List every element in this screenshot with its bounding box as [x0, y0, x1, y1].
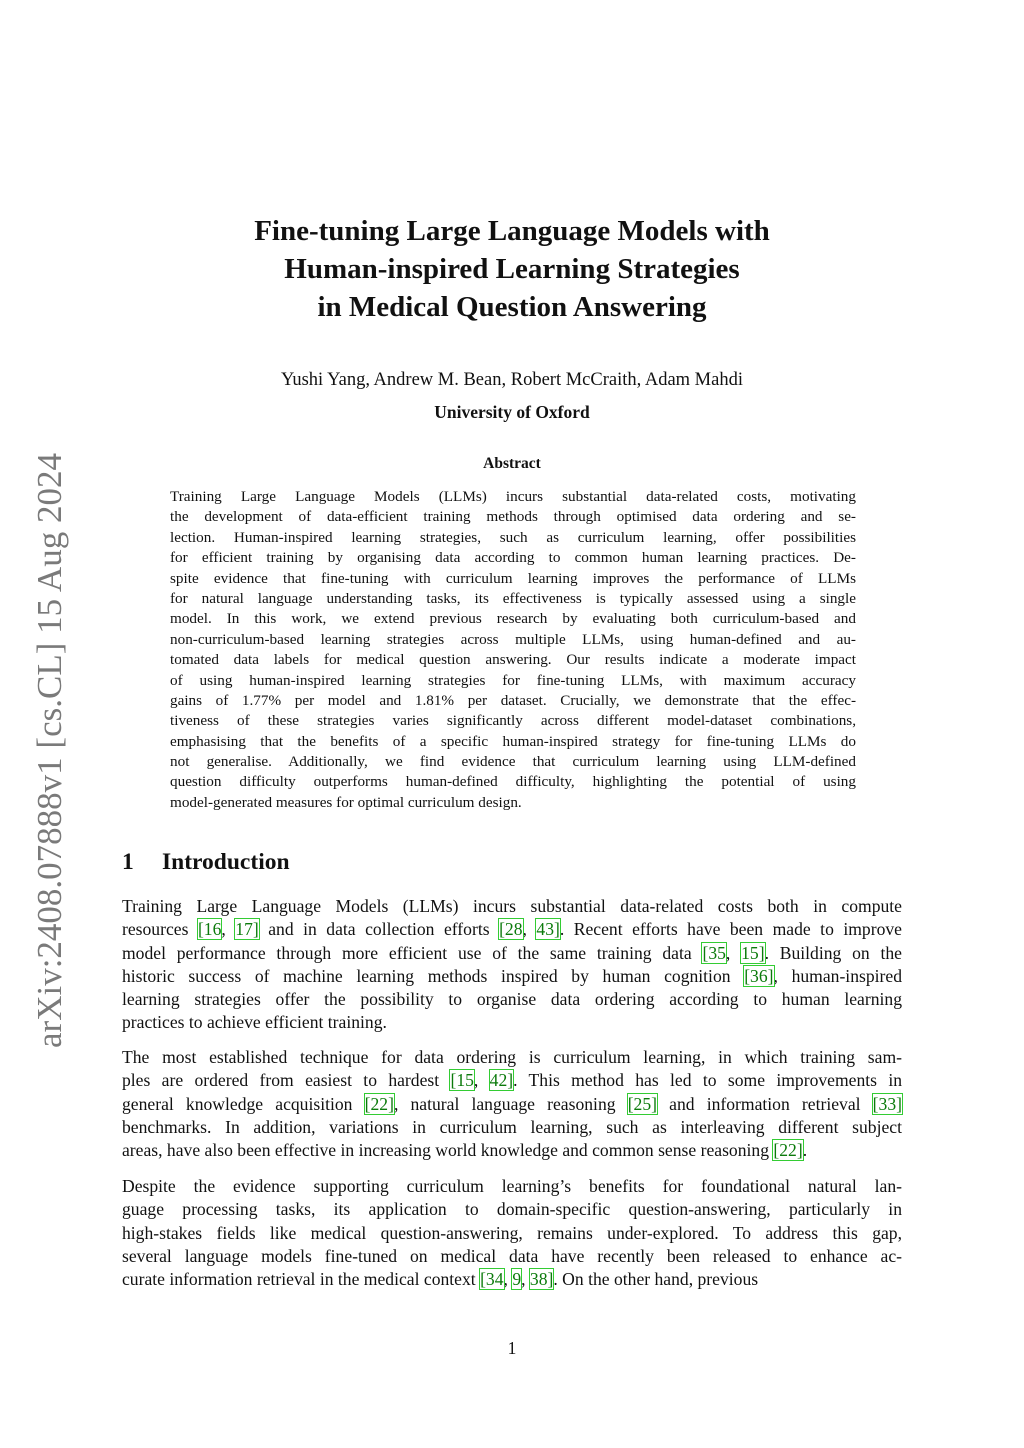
body-text: . — [802, 1140, 808, 1161]
paragraph-line — [122, 942, 902, 965]
abstract-line: spite evidence that fine-tuning with curriculum learning improves the performance of LLMs — [170, 569, 856, 587]
citation-link[interactable]: [34 — [480, 1269, 504, 1290]
section-heading — [122, 847, 290, 877]
body-text: The most established technique for data ordering is curriculum learning, in which training sam- — [122, 1047, 902, 1067]
body-text: , — [221, 919, 236, 940]
paragraph-line — [122, 988, 902, 1011]
body-text: general knowledge acquisition — [122, 1093, 365, 1114]
citation-link[interactable]: [33] — [872, 1093, 902, 1114]
body-text: historic success of machine learning methods inspired by human cognition — [122, 965, 745, 986]
paragraph-line — [122, 1093, 902, 1116]
abstract-line: non-curriculum-based learning strategies across multiple LLMs, using human-defined and au- — [170, 630, 856, 648]
citation-link[interactable]: [15 — [450, 1070, 474, 1091]
paragraph-line — [122, 965, 902, 988]
body-text: . Recent efforts have been made to improve — [559, 919, 902, 940]
intro-paragraph-2 — [122, 1046, 902, 1162]
abstract-line: model-generated measures for optimal curriculum design. — [170, 793, 522, 811]
abstract-line: question difficulty outperforms human-defined difficulty, highlighting the potential of using — [170, 773, 856, 791]
paper-title — [122, 212, 902, 326]
body-text: resources — [122, 919, 198, 940]
intro-paragraph-3 — [122, 1175, 902, 1291]
body-text: guage processing tasks, its application to domain-specific question-answering, particularly in — [122, 1199, 902, 1220]
abstract-line: of using human-inspired learning strategies for fine-tuning LLMs, with maximum accuracy — [170, 671, 856, 689]
paragraph-line — [122, 895, 902, 918]
paragraph-line — [122, 1222, 902, 1245]
citation-link[interactable]: 38] — [529, 1269, 554, 1290]
abstract-line: tomated data labels for medical question answering. Our results indicate a moderate impact — [170, 651, 856, 669]
paragraph-line — [122, 1245, 902, 1268]
abstract-line: tiveness of these strategies varies significantly across different model-dataset combinations, — [170, 712, 856, 730]
abstract-line: for natural language understanding tasks, its effectiveness is typically assessed using a single — [170, 589, 856, 607]
citation-link[interactable]: [35 — [702, 942, 726, 963]
title-line-1: Fine-tuning Large Language Models with — [254, 215, 770, 247]
author-list: Yushi Yang, Andrew M. Bean, Robert McCraith, Adam Mahdi — [281, 370, 743, 390]
body-text: areas, have also been effective in increasing world knowledge and common sense reasoning — [122, 1140, 774, 1161]
body-text: , — [725, 942, 742, 963]
abstract-line: emphasising that the benefits of a specific human-inspired strategy for fine-tuning LLMs do — [170, 732, 856, 750]
body-text: . This method has led to some improvements in — [513, 1070, 903, 1091]
intro-paragraph-1 — [122, 895, 902, 1035]
title-line-3: in Medical Question Answering — [317, 291, 707, 323]
body-text: , human-inspired — [773, 965, 902, 986]
abstract-line: the development of data-efficient training methods through optimised data ordering and se- — [170, 508, 856, 526]
body-text: learning strategies offer the possibility to organise data ordering according to human learning — [122, 989, 902, 1010]
citation-link[interactable]: 42] — [489, 1070, 514, 1091]
page-number: 1 — [507, 1338, 517, 1358]
body-text: , — [522, 919, 537, 940]
body-text: benchmarks. In addition, variations in curriculum learning, such as interleaving different subject — [122, 1116, 902, 1137]
paragraph-line — [122, 1175, 902, 1198]
paragraph-line — [122, 1198, 902, 1221]
citation-link[interactable]: 15] — [741, 942, 765, 963]
body-text: , natural language reasoning — [393, 1093, 628, 1114]
body-text: several language models fine-tuned on medical data have recently been released to enhance ac- — [122, 1245, 902, 1266]
affiliation: University of Oxford — [434, 402, 590, 422]
body-text: Despite the evidence supporting curriculum learning’s benefits for foundational natural lan- — [122, 1176, 902, 1196]
citation-link[interactable]: 43] — [536, 919, 560, 940]
citation-link[interactable]: [28 — [499, 919, 523, 940]
body-text: high-stakes fields like medical question-answering, remains under-explored. To address this gap, — [122, 1222, 902, 1243]
arxiv-identifier: arXiv:2408.07888v1 [cs.CL] 15 Aug 2024 — [30, 453, 69, 1048]
body-text: , — [473, 1070, 490, 1091]
abstract-body — [170, 487, 856, 813]
section-title: Introduction — [162, 849, 290, 875]
body-text: ples are ordered from easiest to hardest — [122, 1070, 451, 1091]
abstract-line: gains of 1.77% per model and 1.81% per dataset. Crucially, we demonstrate that the effec- — [170, 691, 856, 709]
paragraph-line — [122, 1046, 902, 1069]
body-text: and in data collection efforts — [258, 919, 500, 940]
citation-link[interactable]: [22] — [364, 1093, 394, 1114]
body-text: Training Large Language Models (LLMs) incurs substantial data-related costs both in compute — [122, 896, 902, 916]
abstract-line: lection. Human-inspired learning strategies, such as curriculum learning, offer possibilities — [170, 528, 856, 546]
body-text: . On the other hand, previous — [553, 1269, 759, 1290]
body-text: and information retrieval — [657, 1093, 873, 1114]
paragraph-line — [122, 1116, 902, 1139]
abstract-line: Training Large Language Models (LLMs) incurs substantial data-related costs, motivating — [170, 488, 856, 505]
paragraph-line — [122, 1268, 902, 1291]
section-number: 1 — [122, 849, 134, 875]
paragraph-line — [122, 1069, 902, 1092]
body-text: , — [521, 1269, 530, 1290]
citation-link[interactable]: [16 — [197, 919, 222, 940]
abstract-heading: Abstract — [483, 455, 541, 472]
abstract-line: for efficient training by organising data according to common human learning practices. De- — [170, 549, 856, 567]
body-text: curate information retrieval in the medical context — [122, 1269, 481, 1290]
abstract-line: not generalise. Additionally, we find evidence that curriculum learning using LLM-defined — [170, 753, 856, 771]
citation-link[interactable]: 9 — [512, 1269, 522, 1290]
body-text: model performance through more efficient use of the same training data — [122, 942, 703, 963]
citation-link[interactable]: 17] — [235, 919, 259, 940]
citation-link[interactable]: [22] — [773, 1140, 803, 1161]
body-text: , — [503, 1269, 513, 1290]
abstract-line: model. In this work, we extend previous research by evaluating both curriculum-based and — [170, 610, 856, 628]
paragraph-line — [122, 1139, 902, 1162]
body-text: practices to achieve efficient training. — [122, 1012, 387, 1033]
body-text: . Building on the — [764, 942, 902, 963]
paragraph-line — [122, 1011, 902, 1034]
citation-link[interactable]: [36] — [744, 965, 774, 986]
title-line-2: Human-inspired Learning Strategies — [284, 253, 740, 285]
citation-link[interactable]: [25] — [627, 1093, 657, 1114]
paragraph-line — [122, 918, 902, 941]
